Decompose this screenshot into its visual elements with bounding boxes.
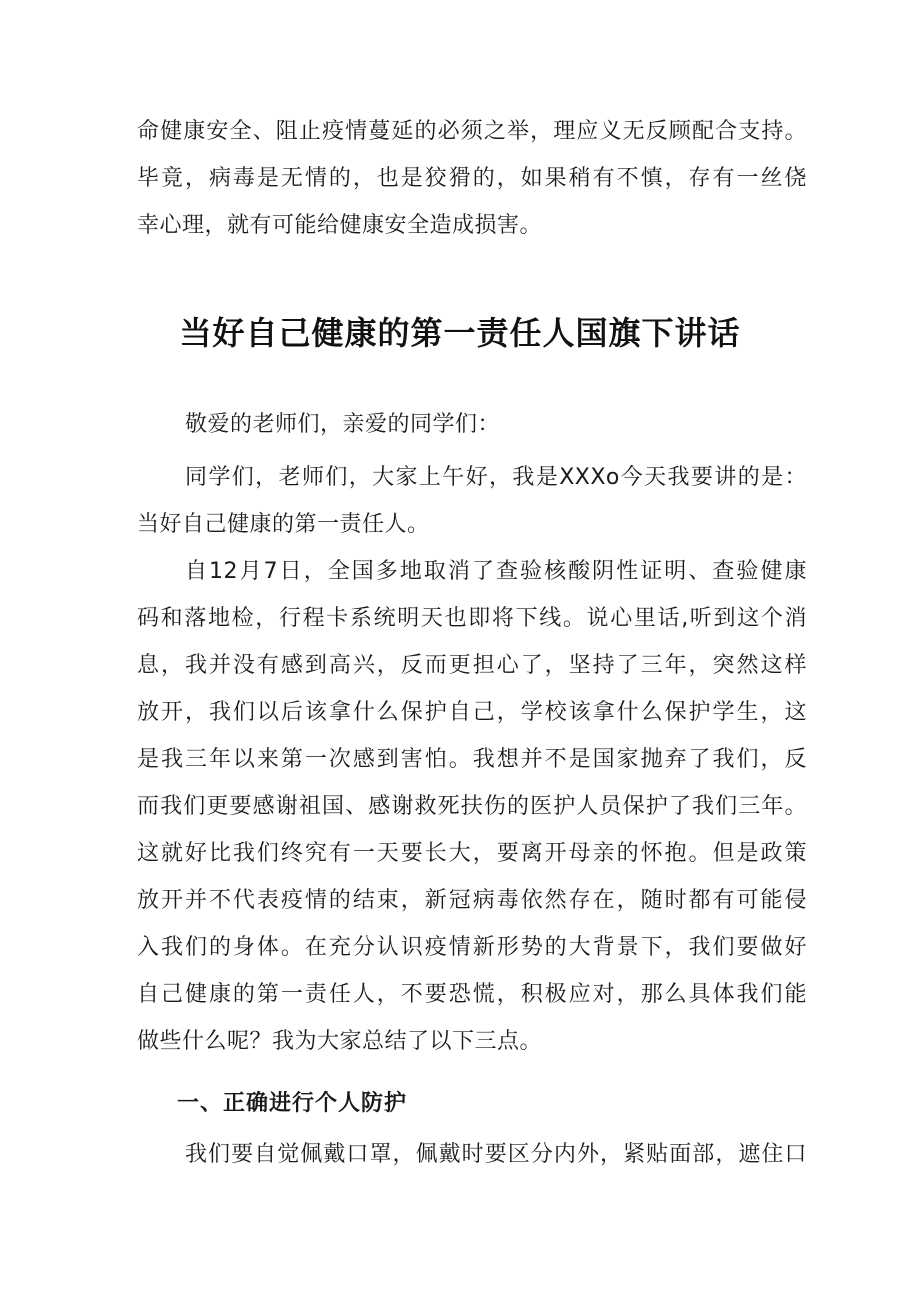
- paragraph-line: 幸心理，就有可能给健康安全造成损害。: [137, 213, 543, 238]
- paragraph-line: 自己健康的第一责任人，不要恐慌，积极应对，那么具体我们能: [137, 982, 807, 1007]
- paragraph-line: 当好自己健康的第一责任人。: [137, 512, 430, 537]
- paragraph-line: 放开，我们以后该拿什么保护自己，学校该拿什么保护学生，这: [137, 700, 807, 725]
- paragraph-line: 码和落地检，行程卡系统明天也即将下线。说心里话,听到这个消: [137, 606, 807, 631]
- greeting-line: 敬爱的老师们，亲爱的同学们：: [185, 412, 501, 437]
- paragraph-line: 这就好比我们终究有一天要长大，要离开母亲的怀抱。但是政策: [137, 841, 807, 866]
- paragraph-line: 息，我并没有感到高兴，反而更担心了，坚持了三年，突然这样: [137, 653, 807, 678]
- paragraph-line: 命健康安全、阻止疫情蔓延的必须之举，理应义无反顾配合支持。: [137, 119, 807, 144]
- paragraph-line: 同学们，老师们，大家上午好，我是XXXo今天我要讲的是：: [185, 465, 807, 490]
- document-title: 当好自己健康的第一责任人国旗下讲话: [179, 314, 741, 352]
- paragraph-line: 我们要自觉佩戴口罩，佩戴时要区分内外，紧贴面部，遮住口: [185, 1142, 807, 1167]
- paragraph-line: 而我们更要感谢祖国、感谢救死扶伤的医护人员保护了我们三年。: [137, 794, 807, 819]
- paragraph-line: 放开并不代表疫情的结束，新冠病毒依然存在，随时都有可能侵: [137, 888, 807, 913]
- paragraph-line: 毕竟，病毒是无情的，也是狡猾的，如果稍有不慎，存有一丝侥: [137, 166, 807, 191]
- paragraph-line: 自12月7日，全国多地取消了查验核酸阴性证明、查验健康: [185, 559, 807, 584]
- paragraph-line: 做些什么呢？我为大家总结了以下三点。: [137, 1029, 543, 1054]
- paragraph-line: 入我们的身体。在充分认识疫情新形势的大背景下，我们要做好: [137, 935, 807, 960]
- section-heading: 一、正确进行个人防护: [177, 1091, 408, 1116]
- paragraph-line: 是我三年以来第一次感到害怕。我想并不是国家抛弃了我们，反: [137, 747, 807, 772]
